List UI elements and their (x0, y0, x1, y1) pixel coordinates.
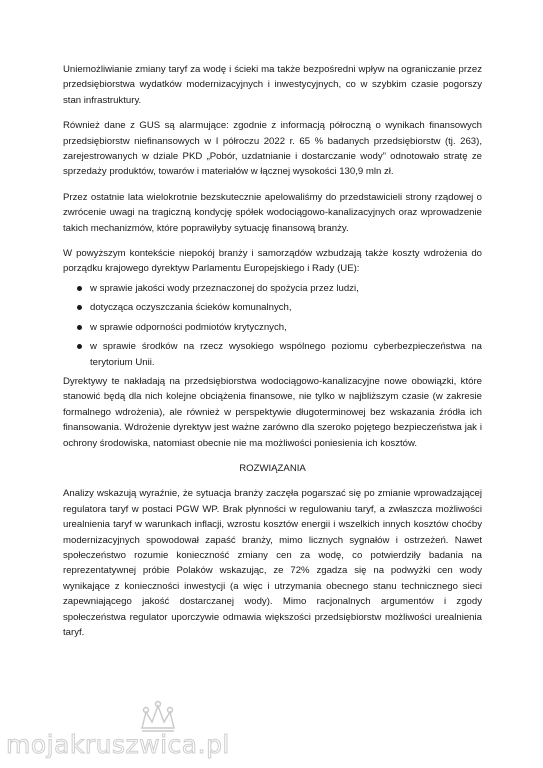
document-body (63, 62, 482, 650)
bullet-icon (77, 325, 82, 330)
paragraph-directives-costs: Dyrektywy te nakładają na przedsiębiorstwa wodociągowo-kanalizacyjne nowe obowiązki, które stanowić będą dla nich kolejne obciążenia finansowe, nie tylko w najbliższym czasie (w zakresie formalnego wdrożenia), ale również w perspektywie długoterminowej bez wskazania źródła ich finansowania. Wdrożenie dyrektyw jest ważne zarówno dla szeroko pojętego bezpieczeństwa jak i ochrony środowiska, natomiast obecnie nie ma możliwości poniesienia ich kosztów. (63, 375, 482, 449)
paragraph-directives-intro: W powyższym kontekście niepokój branży i samorządów wzbudzają także koszty wdrożenia do porządku krajowego dyrektyw Parlamentu Europejskiego i Rady (UE): (63, 248, 482, 275)
watermark-text: mojakruszwica.pl (6, 730, 230, 759)
watermark (6, 700, 230, 764)
crown-logo-icon (136, 700, 180, 734)
list-item: w sprawie jakości wody przeznaczonej do spożycia przez ludzi, (63, 281, 482, 296)
list-item: w sprawie środków na rzecz wysokiego wspólnego poziomu cyberbezpieczeństwa na terytorium Unii. (63, 339, 482, 370)
bullet-icon (77, 286, 82, 291)
paragraph-gus-data: Również dane z GUS są alarmujące: zgodnie z informacją półroczną o wynikach finansowych przedsiębiorstw niefinansowych w I półroczu 2022 r. 65 % badanych przedsiębiorstw (tj. 263), zarejestrowanych w dziale PKD „Pobór, uzdatnianie i dostarczanie wody” odnotowało stratę ze sprzedaży produktów, towarów i materiałów w łącznej wysokości 130,9 mln zł. (63, 120, 482, 178)
directives-list (63, 281, 482, 370)
paragraph-solutions: Analizy wskazują wyraźnie, że sytuacja branży zaczęła pogarszać się po zmianie wprowadzającej regulatora taryf w postaci PGW WP. Brak płynności w regulowaniu taryf, a zwłaszcza możliwości urealnienia taryf w warunkach inflacji, wzrostu kosztów energii i wszelkich innych kosztów choćby modernizacyjnych spowodował zapaść branży, mimo licznych sygnałów i ostrzeżeń. Nawet społeczeństwo rozumie konieczność zmiany cen za wodę, co potwierdziły badania na reprezentatywnej próbie Polaków wskazując, ze 72% zgadza się na podwyżki cen wody wynikające z konieczności inwestycji (a więc i utrzymania obecnego stanu technicznego sieci zapewniającego jakość dostarczanej wody). Mimo racjonalnych argumentów i zgody społeczeństwa regulator uporczywie odmawia większości przedsiębiorstw możliwości urealnienia taryf. (63, 488, 482, 638)
section-heading: ROZWIĄZANIA (239, 462, 306, 474)
paragraph-infrastructure: Uniemożliwianie zmiany taryf za wodę i ścieki ma także bezpośredni wpływ na ograniczanie przez przedsiębiorstwa wydatków modernizacyjnych i inwestycyjnych, co w szybkim czasie pogorszy stan infrastruktury. (63, 64, 482, 106)
bullet-icon (77, 305, 82, 310)
paragraph-appeals: Przez ostatnie lata wielokrotnie bezskutecznie apelowaliśmy do przedstawicieli strony rządowej o zwrócenie uwagi na tragiczną kondycję spółek wodociągowo-kanalizacyjnych oraz wprowadzenie takich mechanizmów, które poprawiłyby sytuację finansową branży. (63, 191, 482, 234)
list-item: w sprawie odporności podmiotów krytycznych, (63, 320, 482, 335)
bullet-icon (77, 344, 82, 349)
list-item: dotycząca oczyszczania ścieków komunalnych, (63, 300, 482, 315)
